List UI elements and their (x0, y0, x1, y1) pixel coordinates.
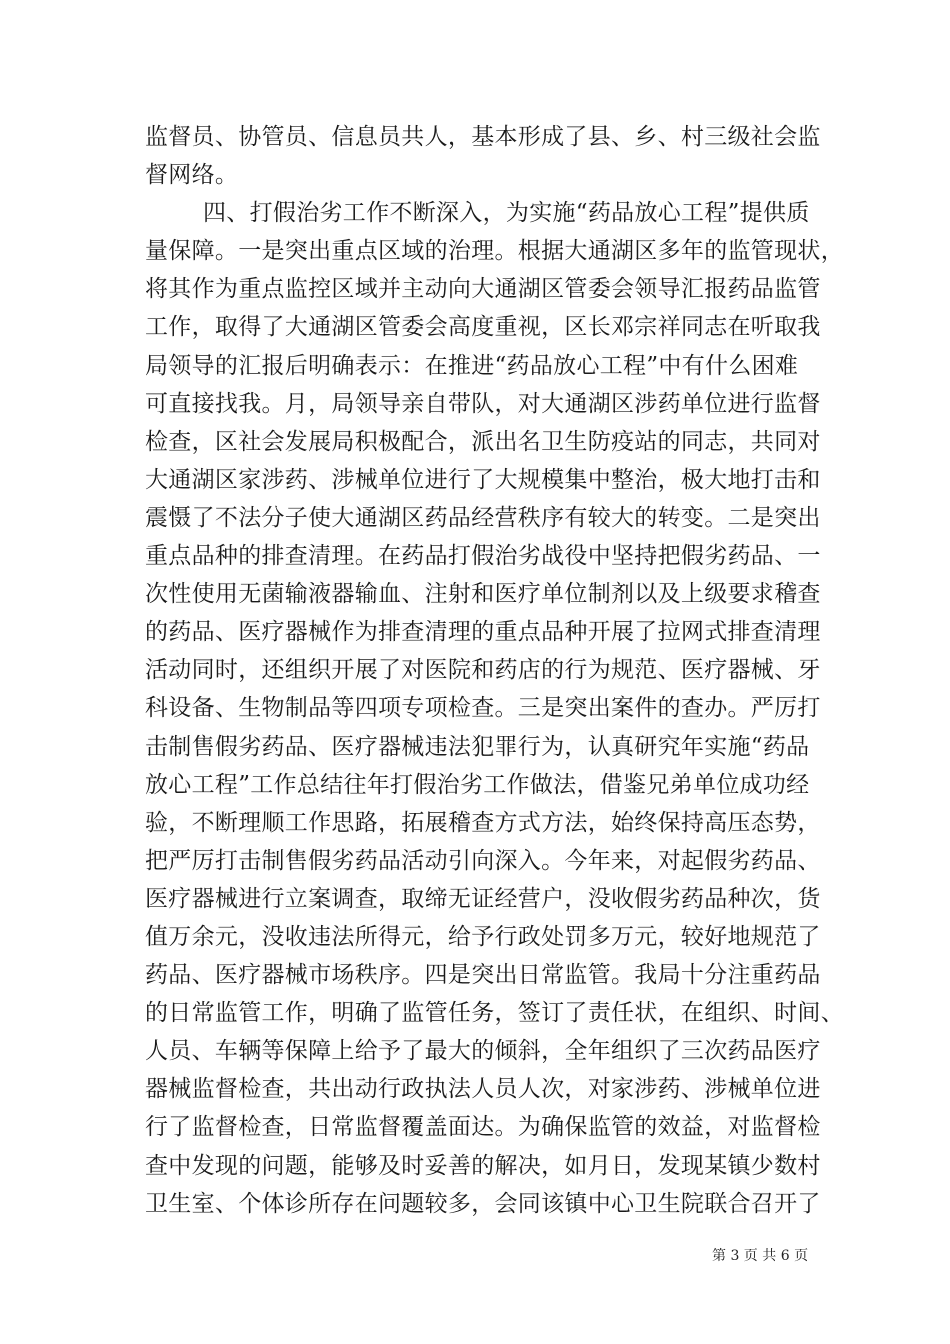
text-line: 把严厉打击制售假劣药品活动引向深入。今年来，对起假劣药品、 (145, 847, 821, 874)
text-line: 验，不断理顺工作思路，拓展稽查方式方法，始终保持高压态势， (145, 809, 821, 836)
text-line: 局领导的汇报后明确表示：在推进“药品放心工程”中有什么困难 (145, 352, 799, 379)
text-line: 卫生室、个体诊所存在问题较多，会同该镇中心卫生院联合召开了 (145, 1190, 821, 1217)
text-line: 将其作为重点监控区域并主动向大通湖区管委会领导汇报药品监管 (145, 276, 821, 303)
body-text (145, 118, 844, 1223)
text-line: 检查，区社会发展局积极配合，派出名卫生防疫站的同志，共同对 (145, 428, 821, 455)
text-line: 的药品、医疗器械作为排查清理的重点品种开展了拉网式排查清理 (145, 619, 821, 646)
paragraph-start-line: 四、打假治劣工作不断深入，为实施“药品放心工程”提供质 (203, 200, 810, 227)
text-line: 击制售假劣药品、医疗器械违法犯罪行为，认真研究年实施“药品 (145, 733, 810, 760)
text-line: 活动同时，还组织开展了对医院和药店的行为规范、医疗器械、牙 (145, 657, 821, 684)
text-line: 的日常监管工作，明确了监管任务，签订了责任状，在组织、时间、 (145, 1000, 844, 1027)
text-line: 次性使用无菌输液器输血、注射和医疗单位制剂以及上级要求稽查 (145, 581, 821, 608)
text-line: 人员、车辆等保障上给予了最大的倾斜，全年组织了三次药品医疗 (145, 1038, 821, 1065)
text-line: 科设备、生物制品等四项专项检查。三是突出案件的查办。严厉打 (145, 695, 821, 722)
text-line: 查中发现的问题，能够及时妥善的解决，如月日，发现某镇少数村 (145, 1152, 821, 1179)
text-line: 药品、医疗器械市场秩序。四是突出日常监管。我局十分注重药品 (145, 962, 821, 989)
text-line: 行了监督检查，日常监督覆盖面达。为确保监管的效益，对监督检 (145, 1114, 821, 1141)
text-line: 值万余元，没收违法所得元，给予行政处罚多万元，较好地规范了 (145, 923, 821, 950)
text-line: 医疗器械进行立案调查，取缔无证经营户，没收假劣药品种次，货 (145, 885, 821, 912)
text-line: 量保障。一是突出重点区域的治理。根据大通湖区多年的监管现状， (145, 238, 844, 265)
text-line: 督网络。 (145, 162, 239, 189)
text-line: 重点品种的排查清理。在药品打假治劣战役中坚持把假劣药品、一 (145, 543, 821, 570)
text-line: 震慑了不法分子使大通湖区药品经营秩序有较大的转变。二是突出 (145, 504, 821, 531)
page-number: 第 3 页 共 6 页 (712, 1248, 809, 1264)
text-line: 大通湖区家涉药、涉械单位进行了大规模集中整治，极大地打击和 (145, 466, 821, 493)
text-line: 放心工程”工作总结往年打假治劣工作做法，借鉴兄弟单位成功经 (145, 771, 810, 798)
text-line: 器械监督检查，共出动行政执法人员人次，对家涉药、涉械单位进 (145, 1076, 821, 1103)
text-line: 工作，取得了大通湖区管委会高度重视，区长邓宗祥同志在听取我 (145, 314, 821, 341)
text-line: 可直接找我。月，局领导亲自带队，对大通湖区涉药单位进行监督 (145, 390, 821, 417)
text-line: 监督员、协管员、信息员共人，基本形成了县、乡、村三级社会监 (145, 124, 821, 150)
